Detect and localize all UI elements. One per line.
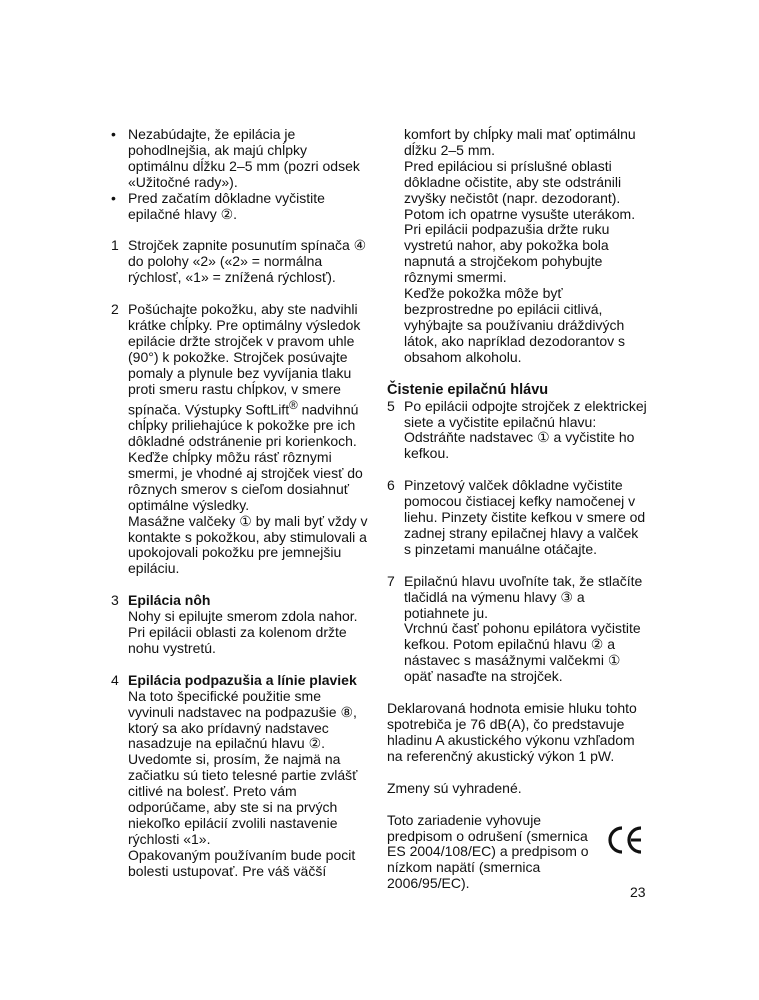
step-number: 6 <box>387 477 395 494</box>
list-item <box>111 191 369 223</box>
step-4 <box>111 673 369 880</box>
step-text: Na toto špecifické použitie sme vyvinuli nadstavec na podpazušie ⑧, ktorý sa ako prídavný nadstavec nasadzuje na epilačnú hlavu ②. <box>128 687 357 752</box>
compliance-text: Toto zariadenie vyhovuje predpisom o odrušení (smernica ES 2004/108/EC) a predpisom o nízkom napätí (smernica 2006/95/EC). <box>387 811 589 892</box>
paragraph: Pred epiláciou si príslušné oblasti dôkladne očistite, aby ste odstránili zvyšky nečistôt (napr. dezodorant). Potom ich opatrne vysušte uterákom. Pri epilácii podpazušia držte ruku vystretú nahor, aby pokožka bola napnutá a strojčekom pohybujte rôznymi smermi. <box>404 157 636 286</box>
left-column <box>111 127 369 880</box>
bullet-text: Nezabúdajte, že epilácia je pohodlnejšia, ak majú chĺpky optimálnu dĺžku 2–5 mm (pozri odsek «Užitočné rady»). <box>128 126 360 190</box>
step-body <box>128 302 369 577</box>
ce-mark-icon <box>605 825 649 859</box>
step-text: Opakovaným používaním bude pocit bolesti ustupovať. Pre váš väčší <box>128 846 356 879</box>
step-7 <box>387 574 649 685</box>
step-text: Po epilácii odpojte strojček z elektrickej siete a vyčistite epilačnú hlavu: Odstráňte nadstavec ① a vyčistite ho kefkou. <box>404 397 647 462</box>
bullet-marker: • <box>111 126 116 142</box>
step-number: 7 <box>387 572 395 589</box>
step-body <box>128 673 369 880</box>
noise-declaration: Deklarovaná hodnota emisie hluku tohto spotrebiča je 76 dB(A), čo predstavuje hladinu A akustického výkonu vzhľadom na referenčný akustický výkon 1 pW. <box>387 700 637 764</box>
step-text: Vrchnú časť pohonu epilátora vyčistite kefkou. Potom epilačnú hlavu ② a nástavec s masážnymi valčekmi ① opäť nasaďte na strojček. <box>404 620 641 685</box>
continuation <box>387 127 649 366</box>
bullet-text: Pred začatím dôkladne vyčistite epilačné hlavy ②. <box>128 189 325 222</box>
step-number: 3 <box>111 592 119 609</box>
step-text: Nohy si epilujte smerom zdola nahor. Pri epilácii oblasti za kolenom držte nohu vystretú. <box>128 608 358 656</box>
step-5 <box>387 399 649 463</box>
step-number: 2 <box>111 301 119 318</box>
step-title: Epilácia nôh <box>128 592 211 609</box>
registered-mark: ® <box>289 398 298 412</box>
list-item <box>111 127 369 191</box>
step-text: Strojček zapnite posunutím spínača ④ do polohy «2» («2» = normálna rýchlosť, «1» = znížená rýchlosť). <box>128 237 367 286</box>
right-column <box>387 127 649 892</box>
bullet-marker: • <box>111 189 116 206</box>
step-number: 1 <box>111 237 119 254</box>
changes-notice: Zmeny sú vyhradené. <box>387 779 522 796</box>
step-text: Epilačnú hlavu uvoľníte tak, že stlačíte tlačidlá na výmenu hlavy ③ a potiahnete ju. <box>404 572 643 621</box>
step-text: Masážne valčeky ① by mali byť vždy v kontakte s pokožkou, aby stimulovali a upokojovali pokožku pre jemnejšiu epiláciu. <box>128 512 368 577</box>
step-text: Pošúchajte pokožku, aby ste nadvihli krátke chĺpky. Pre optimálny výsledok epilácie držte strojček v pravom uhle (90°) k pokožke. Strojček posúvajte pomaly a plynule bez vyvíjania tlaku proti smeru rastu chĺpkov, v smere spínača. Výstupky SoftLift® nadvihnú chĺpky priliehajúce k pokožke pre ich dôkladné odstránenie pri korienkoch. Keďže chĺpky môžu rásť rôznymi smermi, je vhodné aj strojček viesť do rôznych smerov s cieľom dosiahnuť optimálne výsledky. <box>128 301 363 513</box>
step-number: 5 <box>387 397 395 414</box>
step-text: Pinzetový valček dôkladne vyčistite pomocou čistiacej kefky namočenej v liehu. Pinzety čistite kefkou v smere od zadnej strany epilačnej hlavy a valček s pinzetami manuálne otáčajte. <box>404 477 646 557</box>
step-title: Epilácia podpazušia a línie plaviek <box>128 671 357 688</box>
page-number: 23 <box>630 884 646 900</box>
section-heading: Čistenie epilačnú hlávu <box>387 381 549 398</box>
paragraph: komfort by chĺpky mali mať optimálnu dĺžku 2–5 mm. <box>404 126 636 158</box>
step-text: Uvedomte si, prosím, že najmä na začiatku sú tieto telesné partie zvlášť citlivé na bolesť. Preto vám odporúčame, aby ste si na prvých niekoľko epilácií zvolili nastavenie rýchlosti «1». <box>128 751 358 847</box>
step-2 <box>111 302 369 577</box>
step-6 <box>387 478 649 558</box>
step-1 <box>111 238 369 286</box>
compliance-block <box>387 813 649 893</box>
step-3 <box>111 593 369 657</box>
step-body <box>404 574 649 685</box>
step-body <box>128 593 369 657</box>
step-number: 4 <box>111 671 119 688</box>
paragraph: Keďže pokožka môže byť bezprostredne po epilácii citlivá, vyhýbajte sa používaniu dráždivých látok, ako napríklad dezodorantov s obsahom alkoholu. <box>404 285 626 365</box>
